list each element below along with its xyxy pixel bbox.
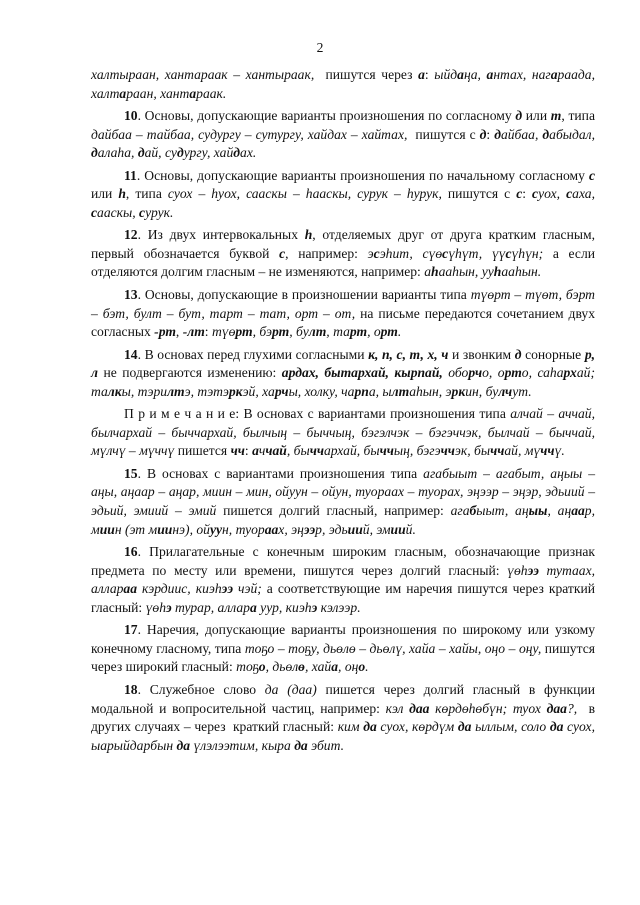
paragraph-continuation: халтыраан, хантараак – хантыраак, пишутся через а: ыйдаңа, антах, нагараада, халтараан, хантараак. xyxy=(91,67,595,101)
paragraph-16: 16. Прилагательные с конечным широким гласным, обозначающие признак предмета по месту или времени, пишутся через долгий гласный: үөһээ тутаах, аллараа кэрдиис, киэһээ чэй; а соответствующие им наречия пишутся через краткий гласный: үөһэ турар, аллара уур, киэһэ кэлээр. xyxy=(91,544,596,615)
paragraph-11: 11. Основы, допускающие варианты произношения по начальному согласному с или һ, типа суох – һуох, сааскы – һааскы, сурук – һурук, пишутся с с: суох, саха, сааскы, сурук. xyxy=(91,167,595,220)
paragraph-14: 14. В основах перед глухими согласными к, п, с, т, х, ч и звонким д сонорные р, л не подвергаются изменению: ардах, бытархай, кырпай, оборчо, орто, саһархай; талкы, тэрилтэ, тэтэркэй, харчы, холку, чарпа, ылтаһын, эркин, булчут. xyxy=(91,346,596,399)
document-body xyxy=(91,66,595,755)
paragraph-17: 17. Наречия, допускающие варианты произношения по широкому или узкому конечному гласному, типа тоҕо – тоҕу, дьөлө – дьөлү, хайа – хайы, оңо – оңу, пишутся через широкий гласный: тоҕо, дьөлө, хайа, оңо. xyxy=(91,622,595,675)
paragraph-14-note: П р и м е ч а н и е: В основах с вариантами произношения типа алчай – аччай, былчархай – быччархай, былчың – быччың, бэгэлчэк – бэгэччэк, былчай – быччай, мүлчү – мүччү пишется чч: аччай, быччархай, быччың, бэгэччэк, быччай, мүччү. xyxy=(91,406,595,459)
paragraph-18: 18. Служебное слово да (даа) пишется через долгий гласный в функции модальной и вопросительной частиц, например: кэл даа көрдөһөбүн; туох даа?, в других случаях – через краткий гласный: ким да суох, көрдүм да ыллым, соло да суох, ыарыйдарбын да үлэлээтим, кыра да эбит. xyxy=(91,681,595,753)
paragraph-12: 12. Из двух интервокальных һ, отделяемых друг от друга кратким гласным, первый обозначается буквой с, например: эсэһит, сүөсүһүт, үүсүһүн; а если отделяются долгим гласным – не изменяются, например: аһааһын, ууһааһын. xyxy=(91,227,596,280)
paragraph-13: 13. Основы, допускающие в произношении варианты типа түөрт – түөт, бэрт – бэт, булт – бут, тарт – тат, орт – от, на письме передаются сочетанием двух согласных -рт, -лт: түөрт, бэрт, булт, тарт, орт. xyxy=(91,287,595,340)
paragraph-15: 15. В основах с вариантами произношения типа агабыыт – агабыт, аңыы – аңы, аңаар – аңар, миин – мин, ойуун – ойун, туораах – туорах, эңээр – эңэр, эдьиий – эдьий, эмиий – эмий пишется долгий гласный, например: агабыыт, аңыы, аңаар, миин (эт миинэ), ойуун, туораах, эңээр, эдьиий, эмиий. xyxy=(91,465,595,537)
paragraph-10: 10. Основы, допускающие варианты произношения по согласному д или т, типа дайбаа – тайбаа, судургу – сутургу, хайдах – хайтах, пишутся с д: дайбаа, дабыдал, далаһа, дай, судургу, хайдах. xyxy=(91,108,595,161)
page-number: 2 xyxy=(316,40,324,55)
